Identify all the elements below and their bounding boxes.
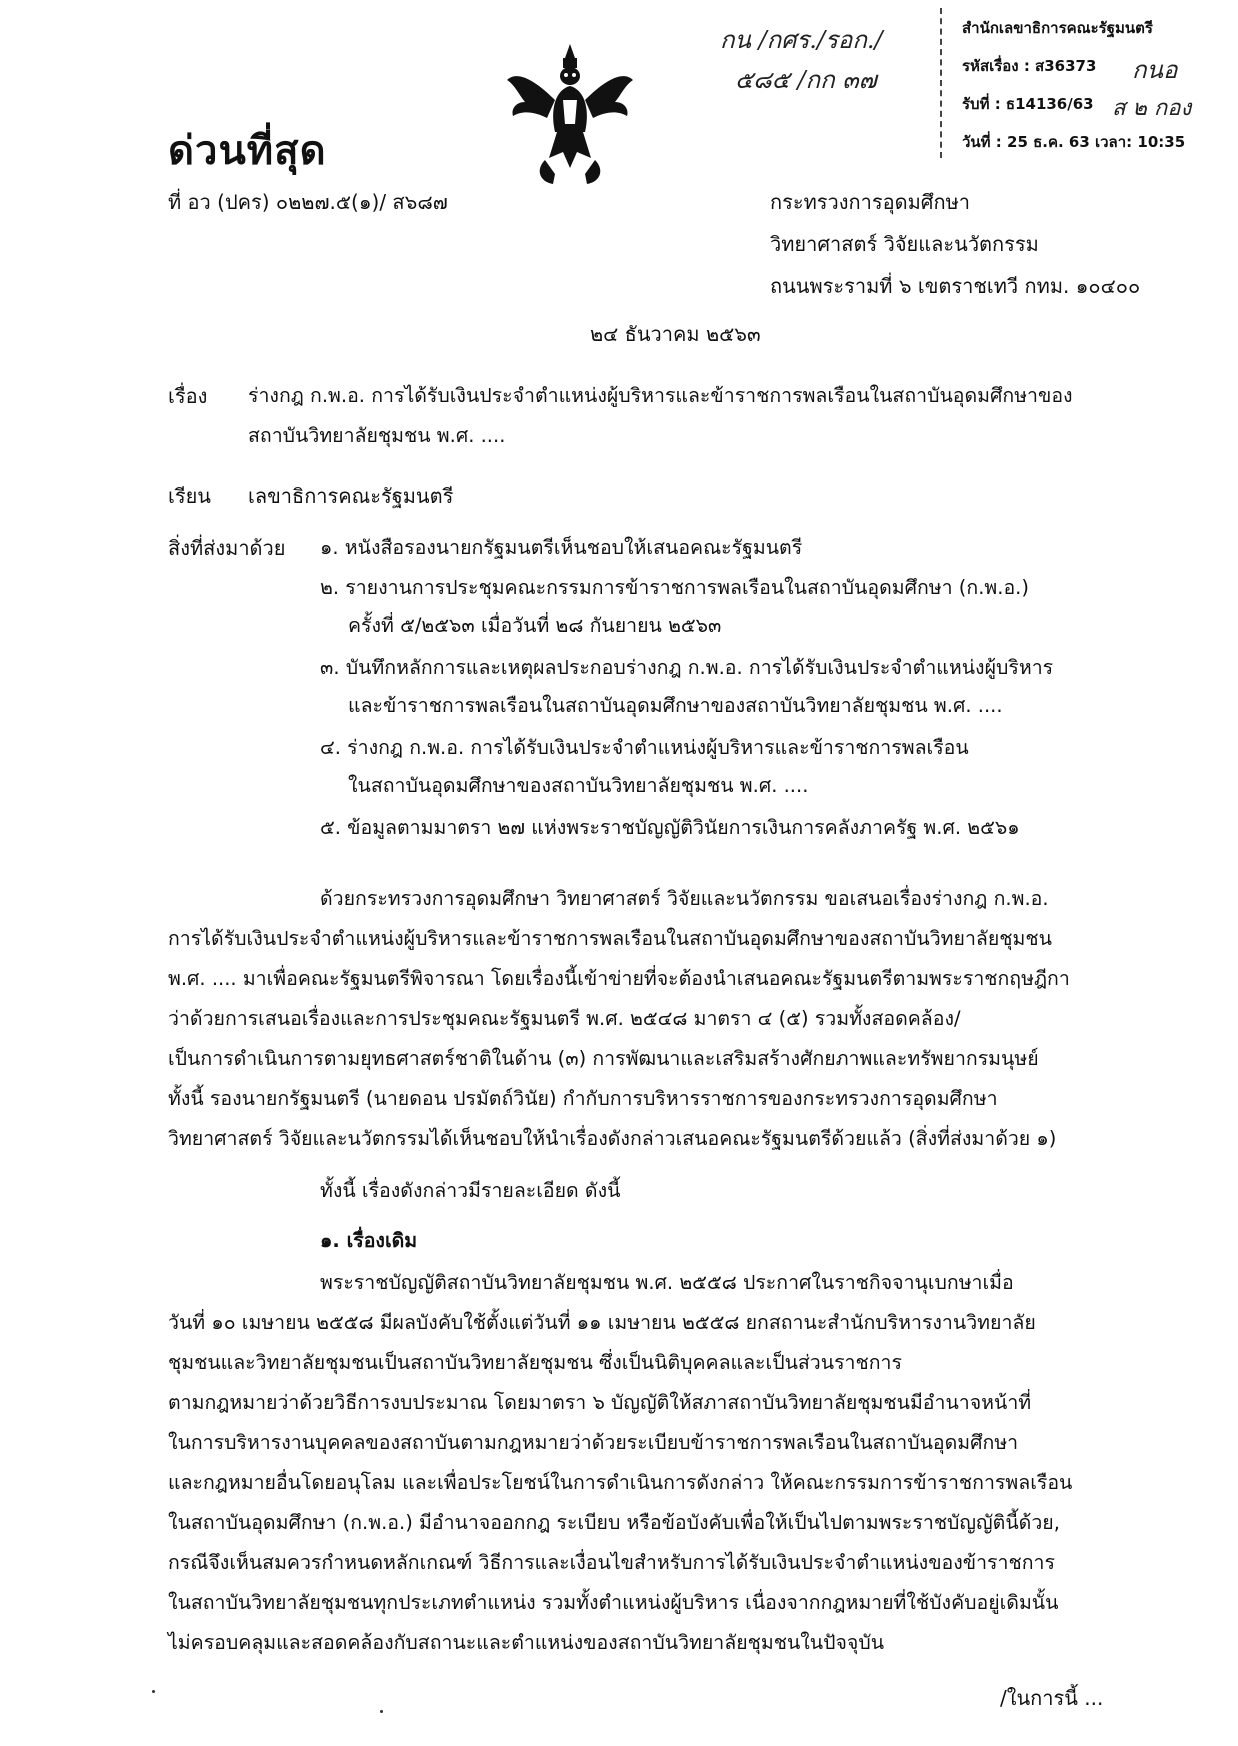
stamp-hand-note-1: กนอ bbox=[1132, 56, 1178, 84]
stamp-hand-note-2: ส ๒ กอง bbox=[1112, 96, 1192, 121]
body-para-1-line-4: ว่าด้วยการเสนอเรื่องและการประชุมคณะรัฐมนตรี พ.ศ. ๒๕๔๘ มาตรา ๔ (๕) รวมทั้งสอดคล้อง/ bbox=[168, 1007, 961, 1030]
body-para-1-line-2: การได้รับเงินประจำตำแหน่งผู้บริหารและข้าราชการพลเรือนในสถาบันอุดมศึกษาของสถาบันวิทยาลัยชุมชน bbox=[168, 927, 1052, 950]
body-para-1-line-3: พ.ศ. .... มาเพื่อคณะรัฐมนตรีพิจารณา โดยเรื่องนี้เข้าข่ายที่จะต้องนำเสนอคณะรัฐมนตรีตามพระราชกฤษฎีกา bbox=[168, 967, 1070, 990]
stamp-received: รับที่ : ธ14136/63 bbox=[962, 95, 1094, 113]
letter-date: ๒๔ ธันวาคม ๒๕๖๓ bbox=[590, 322, 761, 346]
subject-label: เรื่อง bbox=[168, 384, 208, 408]
enclosures-label: สิ่งที่ส่งมาด้วย bbox=[168, 536, 286, 560]
handwritten-ref-line-1: กน /กศร./รอก./ bbox=[720, 26, 883, 54]
stamp-case-code: รหัสเรื่อง : ส36373 bbox=[962, 57, 1097, 75]
enclosure-item-1: ๑. หนังสือรองนายกรัฐมนตรีเห็นชอบให้เสนอคณะรัฐมนตรี bbox=[320, 536, 803, 559]
to-value: เลขาธิการคณะรัฐมนตรี bbox=[248, 484, 454, 508]
receipt-stamp bbox=[940, 8, 1202, 158]
enclosure-item-3: ๓. บันทึกหลักการและเหตุผลประกอบร่างกฎ ก.พ.อ. การได้รับเงินประจำตำแหน่งผู้บริหาร bbox=[320, 656, 1054, 679]
section-1-line-4: ตามกฎหมายว่าด้วยวิธีการงบประมาณ โดยมาตรา ๖ บัญญัติให้สภาสถาบันวิทยาลัยชุมชนมีอำนาจหน้าที่ bbox=[168, 1391, 1032, 1414]
section-1-heading: ๑. เรื่องเดิม bbox=[320, 1229, 418, 1252]
body-para-1-line-5: เป็นการดำเนินการตามยุทธศาสตร์ชาติในด้าน (๓) การพัฒนาและเสริมสร้างศักยภาพและทรัพยากรมนุษย์ bbox=[168, 1047, 1039, 1070]
enclosure-item-4: ๔. ร่างกฎ ก.พ.อ. การได้รับเงินประจำตำแหน่งผู้บริหารและข้าราชการพลเรือน bbox=[320, 736, 969, 759]
section-1-line-3: ชุมชนและวิทยาลัยชุมชนเป็นสถาบันวิทยาลัยชุมชน ซึ่งเป็นนิติบุคคลและเป็นส่วนราชการ bbox=[168, 1351, 902, 1374]
urgency-label: ด่วนที่สุด bbox=[168, 128, 327, 174]
section-1-line-9: ในสถาบันวิทยาลัยชุมชนทุกประเภทตำแหน่ง รวมทั้งตำแหน่งผู้บริหาร เนื่องจากกฎหมายที่ใช้บังคับอยู่เดิมนั้น bbox=[168, 1591, 1059, 1614]
continuation-marker: /ในการนี้ ... bbox=[1000, 1686, 1104, 1710]
handwritten-ref-line-2: ๕๘๕ /กก ๓๗ bbox=[735, 66, 877, 94]
body-para-2: ทั้งนี้ เรื่องดังกล่าวมีรายละเอียด ดังนี้ bbox=[320, 1179, 621, 1202]
section-1-line-10: ไม่ครอบคลุมและสอดคล้องกับสถานะและตำแหน่งของสถาบันวิทยาลัยชุมชนในปัจจุบัน bbox=[168, 1631, 885, 1654]
garuda-emblem-icon bbox=[505, 40, 635, 190]
enclosure-item-2: ๒. รายงานการประชุมคณะกรรมการข้าราชการพลเรือนในสถาบันอุดมศึกษา (ก.พ.อ.) bbox=[320, 576, 1029, 599]
body-para-1-line-7: วิทยาศาสตร์ วิจัยและนวัตกรรมได้เห็นชอบให้นำเรื่องดังกล่าวเสนอคณะรัฐมนตรีด้วยแล้ว (สิ่งที่ส่งมาด้วย ๑) bbox=[168, 1127, 1057, 1150]
to-label: เรียน bbox=[168, 484, 211, 508]
section-1-line-5: ในการบริหารงานบุคคลของสถาบันตามกฎหมายว่าด้วยระเบียบข้าราชการพลเรือนในสถาบันอุดมศึกษา bbox=[168, 1431, 1019, 1454]
stamp-date-time: วันที่ : 25 ธ.ค. 63 เวลา: 10:35 bbox=[962, 133, 1186, 151]
scan-speck bbox=[380, 1710, 383, 1713]
enclosure-item-4-cont: ในสถาบันอุดมศึกษาของสถาบันวิทยาลัยชุมชน พ.ศ. .... bbox=[348, 774, 809, 797]
enclosure-item-5: ๕. ข้อมูลตามมาตรา ๒๗ แห่งพระราชบัญญัติวินัยการเงินการคลังภาครัฐ พ.ศ. ๒๕๖๑ bbox=[320, 816, 1020, 839]
section-1-line-8: กรณีจึงเห็นสมควรกำหนดหลักเกณฑ์ วิธีการและเงื่อนไขสำหรับการได้รับเงินประจำตำแหน่งของข้าราชการ bbox=[168, 1551, 1055, 1574]
enclosure-item-3-cont: และข้าราชการพลเรือนในสถาบันอุดมศึกษาของสถาบันวิทยาลัยชุมชน พ.ศ. .... bbox=[348, 694, 1003, 717]
body-para-1-line-6: ทั้งนี้ รองนายกรัฐมนตรี (นายดอน ปรมัตถ์วินัย) กำกับการบริหารราชการของกระทรวงการอุดมศึกษา bbox=[168, 1087, 998, 1110]
section-1-line-6: และกฎหมายอื่นโดยอนุโลม และเพื่อประโยชน์ในการดำเนินการดังกล่าว ให้คณะกรรมการข้าราชการพลเรือน bbox=[168, 1471, 1073, 1494]
doc-number: ที่ อว (ปคร) ๐๒๒๗.๕(๑)/ ส๖๘๗ bbox=[168, 190, 448, 214]
section-1-line-7: ในสถาบันอุดมศึกษา (ก.พ.อ.) มีอำนาจออกกฎ ระเบียบ หรือข้อบังคับเพื่อให้เป็นไปตามพระราชบัญญัตินี้ด้วย, bbox=[168, 1511, 1060, 1534]
body-para-1-line-1: ด้วยกระทรวงการอุดมศึกษา วิทยาศาสตร์ วิจัยและนวัตกรรม ขอเสนอเรื่องร่างกฎ ก.พ.อ. bbox=[320, 887, 1049, 910]
subject-line-2: สถาบันวิทยาลัยชุมชน พ.ศ. .... bbox=[248, 424, 506, 447]
stamp-office: สำนักเลขาธิการคณะรัฐมนตรี bbox=[962, 19, 1153, 37]
sender-line-3: ถนนพระรามที่ ๖ เขตราชเทวี กทม. ๑๐๔๐๐ bbox=[770, 274, 1141, 298]
section-1-line-1: พระราชบัญญัติสถาบันวิทยาลัยชุมชน พ.ศ. ๒๕๕๘ ประกาศในราชกิจจานุเบกษาเมื่อ bbox=[320, 1271, 1014, 1294]
sender-line-1: กระทรวงการอุดมศึกษา bbox=[770, 190, 970, 214]
enclosure-item-2-cont: ครั้งที่ ๕/๒๕๖๓ เมื่อวันที่ ๒๘ กันยายน ๒๕๖๓ bbox=[348, 614, 722, 637]
sender-line-2: วิทยาศาสตร์ วิจัยและนวัตกรรม bbox=[770, 232, 1039, 256]
subject-line-1: ร่างกฎ ก.พ.อ. การได้รับเงินประจำตำแหน่งผู้บริหารและข้าราชการพลเรือนในสถาบันอุดมศึกษาของ bbox=[248, 384, 1073, 407]
scan-speck bbox=[152, 1690, 155, 1693]
section-1-line-2: วันที่ ๑๐ เมษายน ๒๕๕๘ มีผลบังคับใช้ตั้งแต่วันที่ ๑๑ เมษายน ๒๕๕๘ ยกสถานะสำนักบริหารงานวิทยาลัย bbox=[168, 1311, 1036, 1334]
